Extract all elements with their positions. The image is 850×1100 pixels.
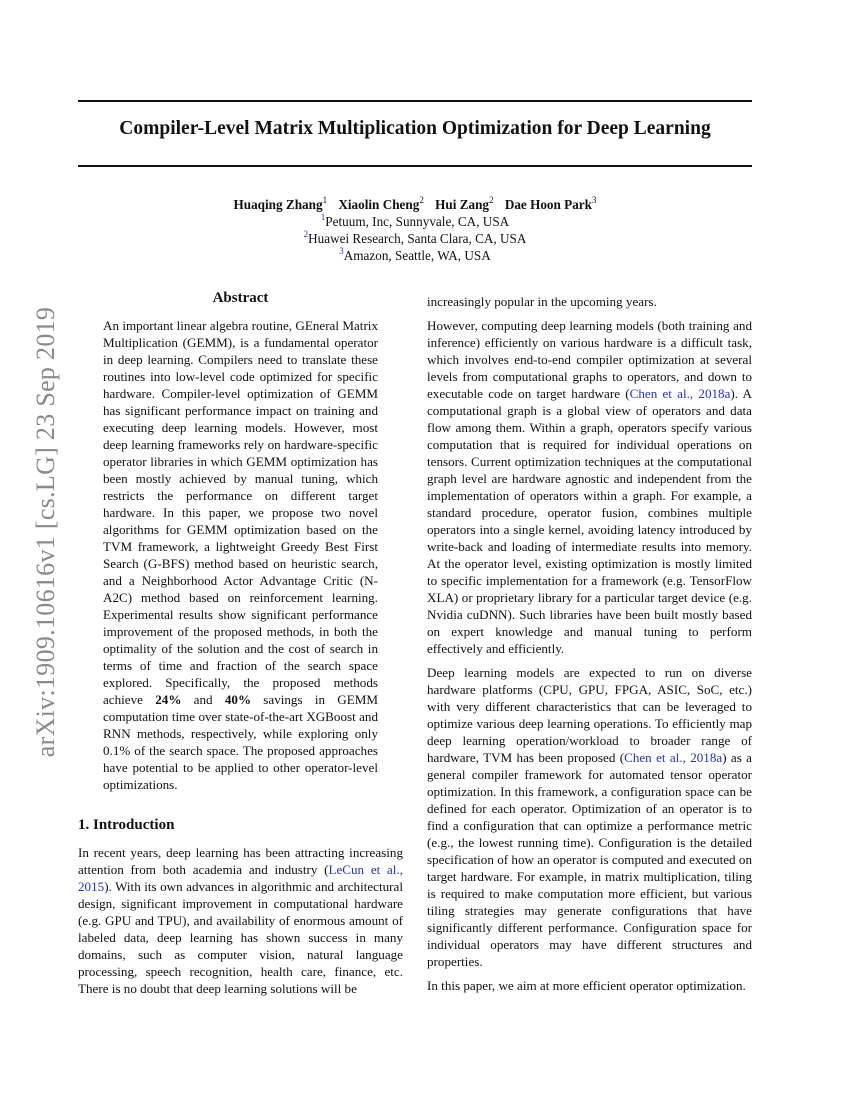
citation-link[interactable]: Chen et al., 2018a: [629, 386, 731, 401]
paper-title: Compiler-Level Matrix Multiplication Optimization for Deep Learning: [119, 118, 711, 139]
abstract-bold-24: 24%: [155, 692, 182, 707]
intro-paragraph-1-continued: increasingly popular in the upcoming years.: [427, 294, 657, 309]
affiliation-sup: 1: [320, 212, 326, 222]
affiliation-3: [78, 247, 752, 264]
author-name: Huaqing Zhang: [233, 197, 323, 212]
left-column: [78, 290, 403, 997]
arxiv-watermark: arXiv:1909.10616v1 [cs.LG] 23 Sep 2019: [31, 306, 60, 758]
abstract-text: An important linear algebra routine, GEneral Matrix Multiplication (GEMM), is a fundamental operator in deep learning. Compilers need to translate these routines into low-level code optimized for specific hardware. Compiler-level optimization of GEMM has significant performance impact on training and executing deep learning models. However, most deep learning frameworks rely on hardware-specific operator libraries in which GEMM optimization has been mostly achieved by manual tuning, which restricts the performance on different target hardware. In this paper, we propose two novel algorithms for GEMM optimization based on the TVM framework, a lightweight Greedy Best First Search (G-BFS) method based on heuristic search, and a Neighborhood Actor Advantage Critic (N-A2C) method based on reinforcement learning. Experimental results show significant performance improvement of the proposed methods, in both the optimality of the solution and the cost of search in terms of time and fraction of the search space explored. Specifically, the proposed methods achieve 24% and 40% savings in GEMM computation time over state-of-the-art XGBoost and RNN methods, respectively, while exploring only 0.1% of the search space. The proposed approaches have potential to be applied to other operator-level optimizations.: [103, 318, 378, 792]
affiliation-sup: 3: [339, 246, 344, 256]
introduction-heading: 1. Introduction: [78, 817, 175, 833]
author-block: [78, 196, 752, 264]
author-sup: 1: [322, 195, 328, 205]
affiliation-text: Huawei Research, Santa Clara, CA, USA: [308, 231, 527, 246]
citation-link[interactable]: LeCun et al., 2015: [78, 862, 403, 894]
citation-link[interactable]: Chen et al., 2018a: [624, 750, 723, 765]
author-name: Dae Hoon Park: [504, 197, 592, 212]
intro-paragraph-2: However, computing deep learning models (both training and inference) efficiently on various hardware is a difficult task, which involves end-to-end compiler optimization at several levels from computational graphs to operators, and down to executable code on target hardware (Chen et al., 2018a). A computational graph is a global view of operators and data flow among them. Within a graph, operators specify various computation that is required for individual operations on tensors. Current optimization techniques at the computational graph level are hardware agnostic and independent from the implementation of operators within a graph. For example, a standard procedure, operator fusion, combines multiple operators into a single kernel, avoiding latency introduced by write-back and loading of intermediate results into memory. At the operator level, existing optimization is mostly limited to specific implementation for a framework (e.g. TensorFlow XLA) or proprietary library for a particular target device (e.g. Nvidia cuDNN). Such libraries have been built mostly based on expert knowledge and manual tuning to perform effectively and efficiently.: [427, 318, 753, 656]
affiliation-1: [78, 213, 752, 230]
intro-paragraph-4: In this paper, we aim at more efficient operator optimization.: [427, 978, 746, 993]
intro-paragraph-1: In recent years, deep learning has been attracting increasing attention from both academia and industry (LeCun et al., 2015). With its own advances in algorithmic and architectural design, significant improvement in computational hardware (e.g. GPU and TPU), and availability of enormous amount of labeled data, deep learning has shown success in many domains, such as computer vision, natural language processing, speech recognition, health care, finance, etc. There is no doubt that deep learning solutions will be: [78, 845, 403, 996]
author-sup: 3: [592, 195, 597, 205]
author-name: Hui Zang: [435, 197, 490, 212]
author-sup: 2: [489, 195, 494, 205]
right-column: [427, 293, 752, 994]
abstract-bold-40: 40%: [224, 692, 252, 707]
intro-paragraph-3: Deep learning models are expected to run on diverse hardware platforms (CPU, GPU, FPGA, ASIC, SoC, etc.) with very different characteristics that can be leveraged to optimize various deep learning operations. To efficiently map deep learning operation/workload to broader range of hardware, TVM has been proposed (Chen et al., 2018a) as a general compiler framework for automated tensor operator optimization. In this framework, a configuration space can be defined for each operator. Optimization of an operator is to find a configuration that can optimize a performance metric (e.g., the lowest running time). Configuration is the detailed specification of how an operator is computed and executed on target hardware. For example, in matrix multiplication, tiling is required to make computation more efficient, but various tiling strategies may generate configurations that have significantly different performance. Configuration space for individual operators may have different structures and properties.: [427, 665, 752, 969]
affiliation-text: Petuum, Inc, Sunnyvale, CA, USA: [325, 214, 510, 229]
title-bottom-rule: [78, 165, 752, 167]
top-rule: [78, 100, 752, 102]
affiliation-2: [78, 230, 752, 247]
author-name: Xiaolin Cheng: [338, 197, 420, 212]
author-sup: 2: [419, 195, 424, 205]
abstract-heading: Abstract: [212, 290, 269, 306]
affiliation-text: Amazon, Seattle, WA, USA: [343, 248, 491, 263]
affiliation-sup: 2: [303, 229, 309, 239]
author-list: [78, 196, 752, 213]
